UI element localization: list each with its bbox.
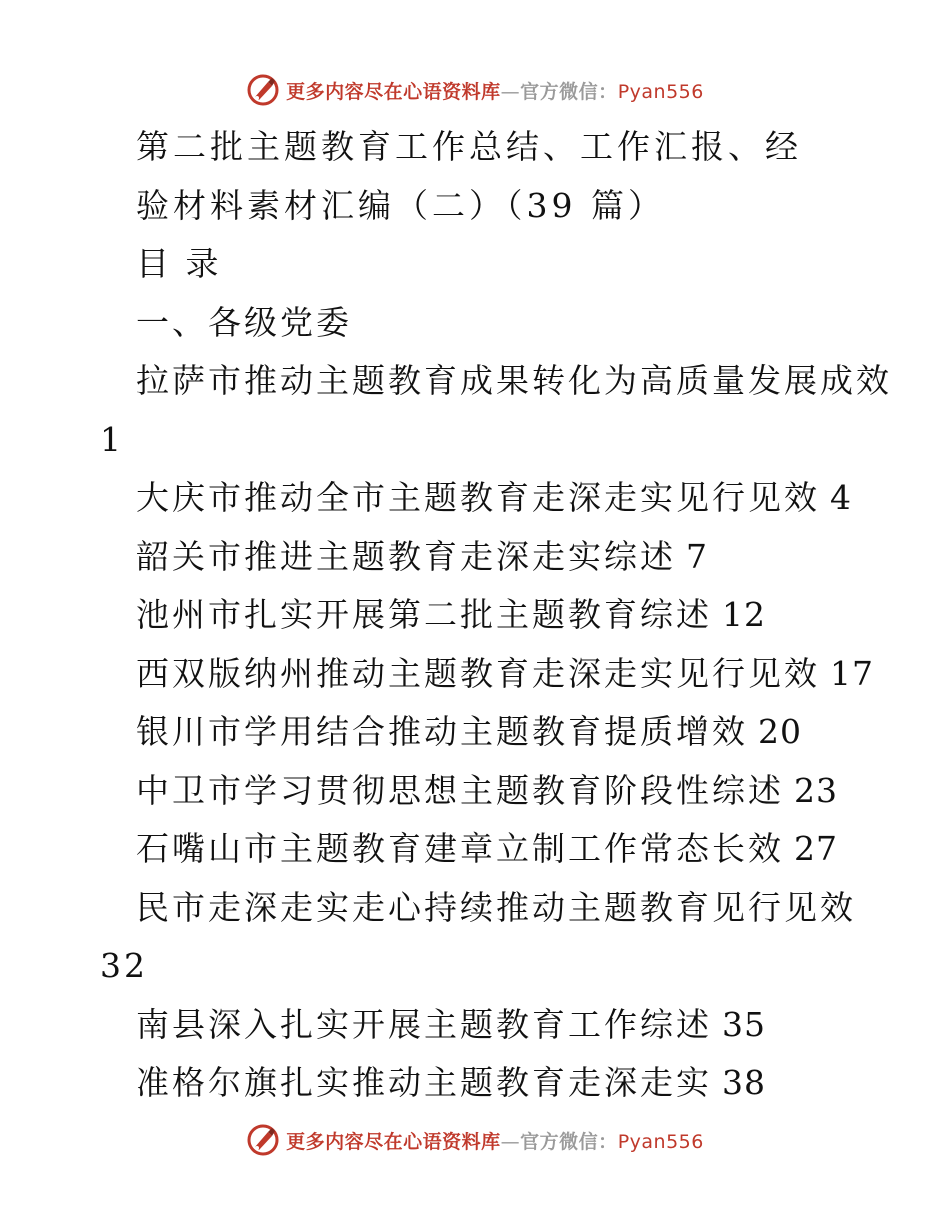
toc-entry-page-number: 32 — [100, 946, 148, 985]
toc-entry-page-number: 23 — [794, 770, 838, 810]
toc-entry — [100, 528, 870, 587]
toc-entry-page-number: 17 — [830, 653, 874, 693]
watermark-text: 更多内容尽在心语资料库—官方微信：Pyan556 — [286, 1130, 704, 1153]
toc-entry — [100, 586, 870, 645]
toc-entry-page-number: 35 — [722, 1004, 766, 1044]
watermark-banner-bottom — [0, 1120, 950, 1160]
toc-entry — [100, 645, 874, 704]
toc-list — [100, 352, 892, 1113]
toc-entry-page-number: 20 — [758, 712, 802, 751]
toc-entry — [100, 820, 870, 879]
toc-entry-page-number: 4 — [830, 478, 852, 517]
watermark-text: 更多内容尽在心语资料库—官方微信：Pyan556 — [286, 80, 704, 103]
toc-entry-title: 准格尔旗扎实推动主题教育走深走实 — [136, 1063, 712, 1102]
document-title-line-1: 第二批主题教育工作总结、工作汇报、经 — [136, 127, 802, 166]
toc-heading: 目 录 — [136, 244, 222, 283]
brand-logo-icon — [246, 73, 280, 107]
toc-entry-page-number: 12 — [722, 595, 766, 634]
toc-entry-page-number: 38 — [722, 1063, 766, 1102]
toc-entry — [100, 879, 870, 938]
section-heading: 一、各级党委 — [136, 302, 352, 342]
toc-entry-title: 石嘴山市主题教育建章立制工作常态长效 — [136, 829, 784, 868]
toc-entry — [100, 762, 870, 821]
toc-entry-title: 银川市学用结合推动主题教育提质增效 — [136, 712, 748, 751]
toc-entry-title: 大庆市推动全市主题教育走深走实见行见效 — [136, 478, 820, 517]
toc-entry — [100, 996, 870, 1055]
toc-entry-title: 西双版纳州推动主题教育走深走实见行见效 — [136, 653, 820, 693]
toc-entry-title: 拉萨市推动主题教育成果转化为高质量发展成效 — [136, 361, 892, 400]
toc-entry-page-number: 7 — [686, 536, 708, 576]
brand-logo-icon — [246, 1123, 280, 1157]
toc-entry-page-number: 1 — [100, 419, 124, 459]
toc-entry — [100, 469, 870, 528]
toc-entry-page-number: 27 — [794, 829, 838, 868]
toc-entry — [100, 352, 892, 411]
toc-entry — [100, 1054, 870, 1113]
toc-entry — [100, 703, 870, 762]
toc-entry-title: 韶关市推进主题教育走深走实综述 — [136, 536, 676, 576]
document-body — [100, 118, 892, 1113]
toc-entry-title: 池州市扎实开展第二批主题教育综述 — [136, 595, 712, 634]
document-title-line-2: 验材料素材汇编（二）（39 篇） — [136, 185, 665, 225]
toc-entry-title: 民市走深走实走心持续推动主题教育见行见效 — [136, 887, 856, 927]
watermark-banner-top — [0, 70, 950, 110]
toc-entry-title: 中卫市学习贯彻思想主题教育阶段性综述 — [136, 770, 784, 810]
toc-entry-title: 南县深入扎实开展主题教育工作综述 — [136, 1004, 712, 1044]
